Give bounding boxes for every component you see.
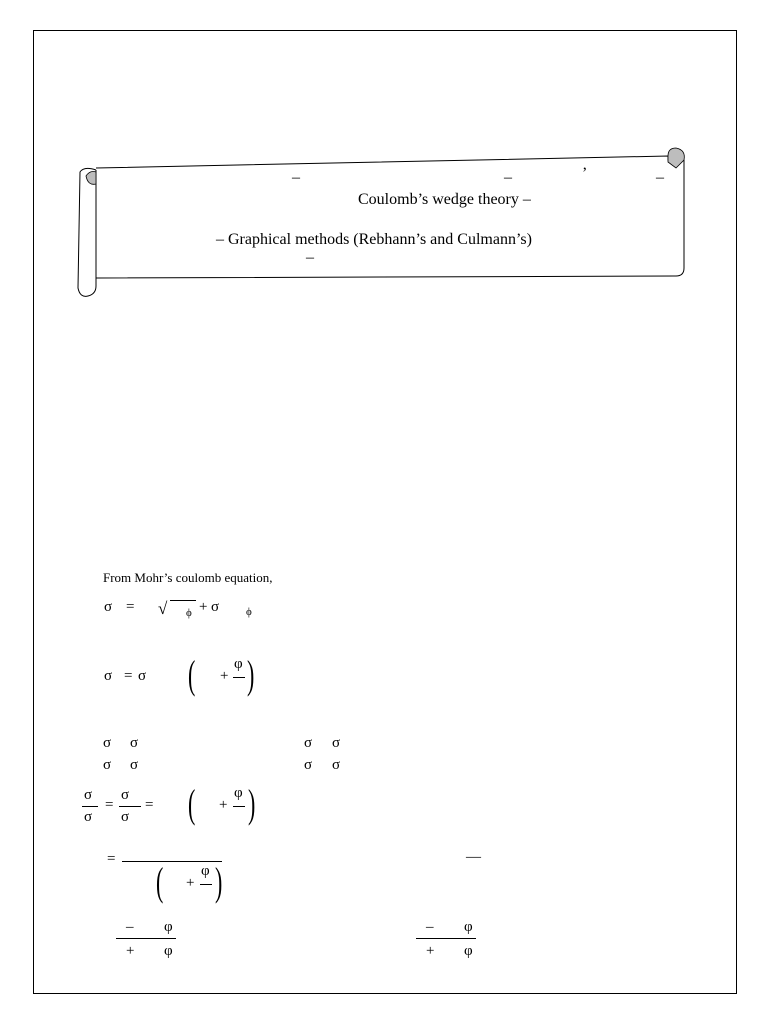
banner-dash-bottom: –: [306, 249, 314, 266]
sigma-symbol: σ: [332, 735, 341, 751]
page-border: [33, 30, 737, 994]
fraction-bar: [122, 861, 222, 862]
em-dash: —: [466, 849, 481, 865]
equals-sign: =: [124, 668, 133, 684]
minus-sign: –: [126, 919, 134, 935]
sigma-symbol: σ: [104, 668, 113, 684]
left-paren: (: [188, 652, 196, 697]
fraction-bar: [116, 938, 176, 939]
sigma-symbol: σ: [138, 668, 147, 684]
intro-text: From Mohr’s coulomb equation,: [103, 570, 273, 585]
phi-numerator: φ: [201, 863, 210, 879]
banner-title-line1: Coulomb’s wedge theory –: [358, 191, 531, 208]
right-paren: ): [248, 781, 256, 826]
sigma-symbol: σ: [103, 735, 112, 751]
banner-title-line2: – Graphical methods (Rebhann’s and Culmann’s): [216, 231, 532, 248]
banner-dash-1: –: [292, 169, 300, 186]
plus-sign: +: [220, 668, 229, 684]
left-paren: (: [188, 781, 196, 826]
equals-sign: =: [107, 851, 116, 867]
sigma-numerator: σ: [84, 787, 93, 803]
equals-sign: =: [126, 599, 135, 615]
fraction-bar: [416, 938, 476, 939]
sigma-symbol: σ: [332, 757, 341, 773]
plus-sign: +: [186, 875, 195, 891]
right-paren: ): [215, 859, 223, 904]
fraction-bar: [200, 884, 212, 885]
sigma-symbol: σ: [211, 599, 220, 615]
sigma-symbol: σ: [304, 735, 313, 751]
fraction-bar: [82, 806, 98, 807]
sigma-denominator: σ: [121, 809, 130, 825]
minus-sign: –: [426, 919, 434, 935]
phi-symbol: φ: [464, 943, 473, 959]
sigma-symbol: σ: [104, 599, 113, 615]
sigma-symbol: σ: [103, 757, 112, 773]
fraction-bar: [233, 806, 245, 807]
plus-sign: +: [199, 599, 208, 615]
sigma-symbol: σ: [130, 757, 139, 773]
sigma-denominator: σ: [84, 809, 93, 825]
sqrt-symbol: √: [158, 599, 168, 618]
fraction-bar: [119, 806, 141, 807]
banner-apostrophe: ’: [582, 165, 588, 182]
sigma-symbol: σ: [304, 757, 313, 773]
sigma-symbol: σ: [130, 735, 139, 751]
sigma-numerator: σ: [121, 787, 130, 803]
phi-numerator: φ: [234, 785, 243, 801]
phi-symbol: φ: [464, 919, 473, 935]
phi-symbol: φ: [164, 943, 173, 959]
left-paren: (: [156, 859, 164, 904]
phi-numerator: φ: [234, 656, 243, 672]
banner-dash-2: –: [504, 169, 512, 186]
right-paren: ): [247, 652, 255, 697]
fraction-bar: [233, 677, 245, 678]
banner-dash-3: –: [656, 169, 664, 186]
sqrt-bar: [170, 600, 196, 601]
plus-sign: +: [426, 943, 435, 959]
phi-subscript: ϕ: [186, 607, 192, 619]
equals-sign: =: [145, 797, 154, 813]
plus-sign: +: [126, 943, 135, 959]
phi-symbol: φ: [164, 919, 173, 935]
plus-sign: +: [219, 797, 228, 813]
equals-sign: =: [105, 797, 114, 813]
phi-subscript: ϕ: [246, 606, 252, 618]
